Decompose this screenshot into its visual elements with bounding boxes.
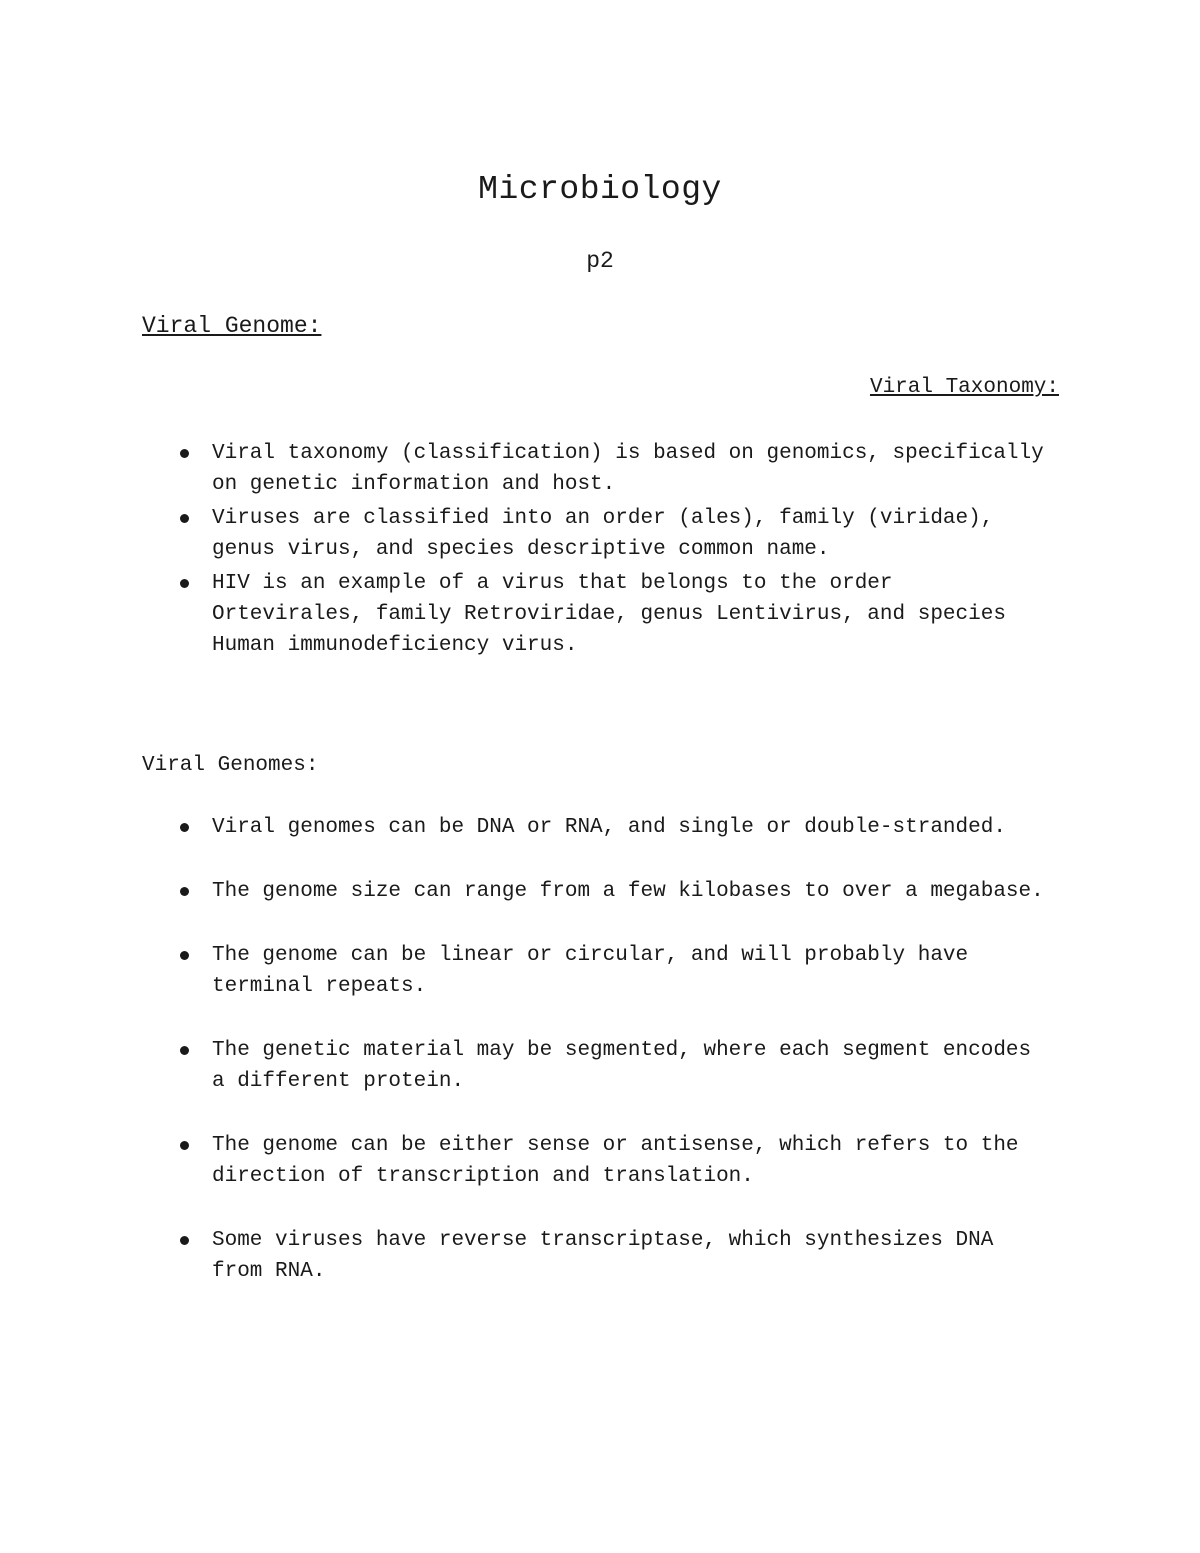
bullet-icon — [180, 1141, 189, 1150]
taxonomy-list — [172, 438, 1052, 664]
list-item-text: Some viruses have reverse transcriptase, which synthesizes DNA from RNA. — [212, 1229, 994, 1283]
list-item — [172, 940, 1052, 1002]
list-item-text: The genome size can range from a few kilobases to over a megabase. — [212, 880, 1044, 903]
list-item — [172, 568, 1052, 661]
list-item-text: Viral genomes can be DNA or RNA, and single or double-stranded. — [212, 816, 1006, 839]
bullet-icon — [180, 514, 189, 523]
list-item — [172, 438, 1052, 500]
list-item — [172, 503, 1052, 565]
page-title: Microbiology — [478, 171, 722, 208]
bullet-icon — [180, 579, 189, 588]
page-subtitle: p2 — [586, 248, 614, 274]
bullet-icon — [180, 887, 189, 896]
heading-viral-genomes: Viral Genomes: — [142, 754, 319, 777]
list-item-text: The genetic material may be segmented, where each segment encodes a different protein. — [212, 1039, 1032, 1093]
heading-viral-taxonomy: Viral Taxonomy: — [869, 376, 1059, 399]
list-item — [172, 1130, 1052, 1192]
list-item — [172, 812, 1052, 843]
list-item-text: The genome can be linear or circular, and will probably have terminal repeats. — [212, 944, 969, 998]
bullet-icon — [180, 951, 189, 960]
bullet-icon — [180, 449, 189, 458]
list-item-text: Viral taxonomy (classification) is based on genomics, specifically on genetic information and host. — [212, 442, 1044, 496]
heading-viral-genome: Viral Genome: — [142, 313, 322, 339]
genomes-list — [172, 812, 1052, 1320]
list-item — [172, 1035, 1052, 1097]
list-item — [172, 876, 1052, 907]
list-item-text: The genome can be either sense or antisense, which refers to the direction of transcription and translation. — [212, 1134, 1019, 1188]
bullet-icon — [180, 1046, 189, 1055]
bullet-icon — [180, 1236, 189, 1245]
list-item-text: HIV is an example of a virus that belongs to the order Ortevirales, family Retroviridae, genus Lentivirus, and species Human immunodeficiency virus. — [212, 572, 1006, 657]
list-item-text: Viruses are classified into an order (ales), family (viridae), genus virus, and species descriptive common name. — [212, 507, 994, 561]
list-item — [172, 1225, 1052, 1287]
bullet-icon — [180, 823, 189, 832]
